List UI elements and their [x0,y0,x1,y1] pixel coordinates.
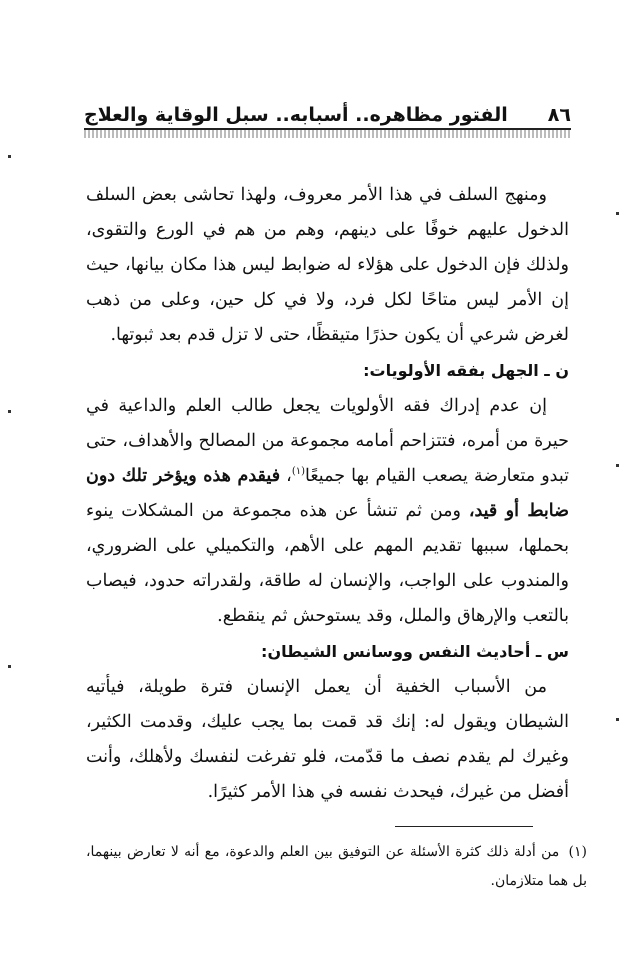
footnote-number: (١) [568,844,587,860]
paragraph-1: ومنهج السلف في هذا الأمر معروف، ولهذا تحاشى بعض السلف الدخول عليهم خوفًا على دينهم، وهم من هم في الورع والتقوى، ولذلك فإن الدخول على هؤلاء له ضوابط ليس هذا مكان بيانها، حيث إن الأمر ليس متاحًا لكل فرد، ولا في كل حين، وعلى من ذهب لغرض شرعي أن يكون حذرًا متيقظًا، حتى لا تزل قدم بعد ثبوتها. [86,185,569,345]
paragraph-2-part-a: إن عدم إدراك فقه الأولويات يجعل طالب العلم والداعية في حيرة من أمره، فتتزاحم أمامه مجموعة من المصالح والأهداف، حتى تبدو متعارضة يصعب القيام بها جميعًا [86,396,569,486]
heading-s-text: س ـ أحاديث النفس ووسانس الشيطان: [261,642,569,661]
running-header [84,92,571,126]
footnote-text: من أدلة ذلك كثرة الأسئلة عن التوفيق بين العلم والدعوة، مع أنه لا تعارض بينهما، بل هما متلازمان. [86,844,587,889]
heading-n-text: ن ـ الجهل بفقه الأولويات: [363,361,569,380]
section-heading-n [86,353,569,389]
footnote [86,838,587,896]
margin-mark [8,155,11,158]
margin-mark [8,410,11,413]
footnote-separator [395,826,533,827]
section-heading-s [86,634,569,670]
paragraph-2-part-c: ومن ثم تنشأ عن هذه مجموعة من المشكلات ينوء بحملها، سببها تقديم المهم على الأهم، والتكميلي على الضروري، والمندوب على الواجب، والإنسان له طاقة، ولقدراته حدود، فيصاب بالتعب والإرهاق والملل، وقد يستوحش ثم ينقطع. [86,501,569,626]
paragraph-2 [86,389,569,634]
margin-mark [616,718,619,721]
paragraph-3: من الأسباب الخفية أن يعمل الإنسان فترة طويلة، فيأتيه الشيطان ويقول له: إنك قد قمت بما يجب عليك، وقدمت الكثير، وغيرك لم يقدم نصف ما قدّمت، فلو تفرغت لنفسك ولأهلك، وأنت أفضل من غيرك، فيحدث نفسه في هذا الأمر كثيرًا. [86,677,569,802]
margin-mark [616,464,619,467]
paragraph-2-bold: فيقدم هذه ويؤخر تلك دون ضابط أو قيد، [86,466,569,521]
margin-mark [616,212,619,215]
page-number: ٨٦ [547,104,571,126]
body-text [86,178,569,810]
running-title: الفتور مظاهره.. أسبابه.. سبل الوقاية والعلاج [84,104,508,126]
margin-mark [8,665,11,668]
footnote-ref[interactable]: (١) [291,466,306,478]
paragraph-2-part-b: ، [280,466,292,486]
header-rule [84,128,571,138]
